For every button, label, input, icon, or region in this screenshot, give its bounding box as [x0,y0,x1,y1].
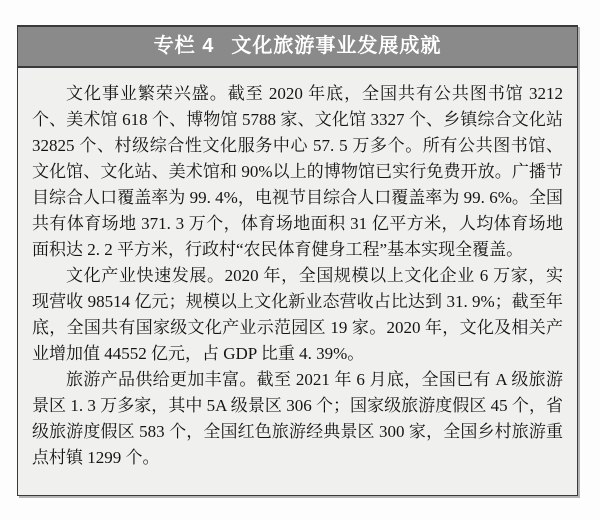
column-label: 专栏 4 [153,35,215,57]
paragraph-culture-industry: 文化产业快速发展。2020 年，全国规模以上文化企业 6 万家，实现营收 98514 亿元；规模以上文化新业态营收占比达到 31. 9%；截至年底，全国共有国家级文化产业示范园区 19 家。2020 年，文化及相关产业增加值 44552 亿元，占 GDP 比重 4. 39%。 [32,266,563,363]
paragraph-tourism-products: 旅游产品供给更加丰富。截至 2021 年 6 月底，全国已有 A 级旅游景区 1. 3 万多家，其中 5A 级景区 306 个；国家级旅游度假区 45 个，省级旅游度假区 583 个，全国红色旅游经典景区 300 家，全国乡村旅游重点村镇 1299 个。 [32,370,563,467]
column-title: 文化旅游事业发展成就 [231,35,442,57]
column-box-header [18,27,577,68]
column-box [17,25,578,496]
paragraph-culture-undertakings: 文化事业繁荣兴盛。截至 2020 年底，全国共有公共图书馆 3212 个、美术馆 618 个、博物馆 5788 家、文化馆 3327 个、乡镇综合文化站 32825 个、村级综合性文化服务中心 57. 5 万多个。所有公共图书馆、文化馆、文化站、美术馆和 90%以上的博物馆已实行免费开放。广播节目综合人口覆盖率为 99. 4%，电视节目综合人口覆盖率为 99. 6%。全国共有体育场地 371. 3 万个，体育场地面积 31 亿平方米，人均体育场地面积达 2. 2 平方米，行政村“农民体育健身工程”基本实现全覆盖。 [32,84,563,259]
column-box-body [18,68,577,496]
